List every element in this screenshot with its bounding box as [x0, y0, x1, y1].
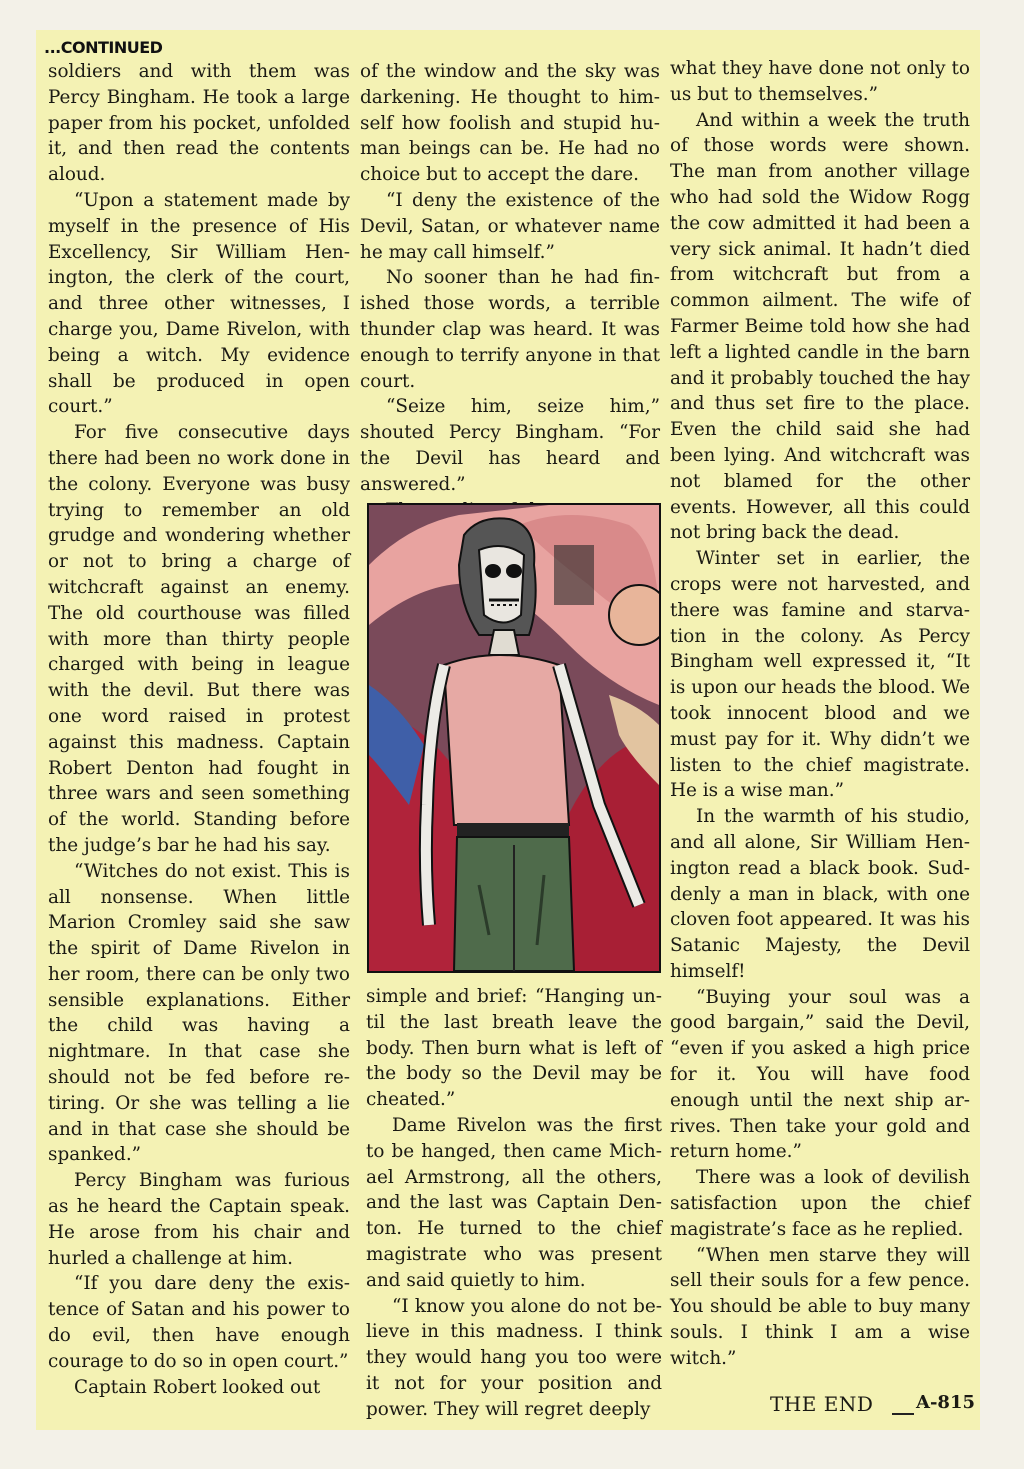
paragraph: And within a week the truth of those words were shown. The man from another village who had sold the Widow Rogg the cow admitted it had been a very sick animal. It hadn’t died from witchcraft but from a common ailment. The wife of Farmer Beime told how she had left a lighted candle in the barn and it probably touched the hay and thus set fire to the place. Even the child said she had been lying. And witchcraft was not blamed for the other events. However, all this could not bring back the dead.: [670, 109, 970, 544]
paragraph: “I know you alone do not believe in this madness. I think they would hang you too were it not for your position and power. They will regret deeply: [366, 1295, 662, 1420]
paragraph: No sooner than he had finished those words, a terrible thunder clap was heard. It was enough to terrify anyone in that court.: [360, 267, 660, 392]
paragraph: Dame Rivelon was the first to be hanged, then came Michael Armstrong, all the others, and the last was Captain Denton. He turned to the chief magistrate who was present and said quietly to him.: [366, 1114, 662, 1291]
paragraph: Captain Robert looked out: [74, 1376, 321, 1398]
paragraph: For five consecutive days there had been no work done in the colony. Everyone was busy trying to remember an old grudge and wondering whether or not to bring a charge of witchcraft against an enemy. The old courthouse was filled with more than thirty people charged with being in league with the devil. But there was one word raised in protest against this madness. Captain Robert Denton had fought in three wars and seen something of the world. Standing before the judge’s bar he had his say.: [48, 422, 350, 856]
paragraph: Percy Bingham was furious as he heard the Captain speak. He arose from his chair and hurled a challenge at him.: [48, 1170, 350, 1269]
zombie-figure-illustration: [369, 505, 659, 971]
paragraph: simple and brief: “Hanging until the last breath leave the body. Then burn what is left of the body so the Devil may be cheated.”: [366, 986, 662, 1111]
continued-label: ...CONTINUED: [44, 38, 163, 57]
paragraph: what they have done not only to us but to themselves.”: [670, 58, 970, 105]
the-end-label: THE END: [770, 1392, 874, 1416]
paragraph: There was a look of devilish satisfaction upon the chief magistrate’s face as he replied.: [670, 1167, 970, 1240]
paragraph: “Upon a statement made by myself in the presence of His Excellency, Sir William Henington, the clerk of the court, and three other witnesses, I charge you, Dame Rivelon, with being a witch. My evidence shall be produced in open court.”: [48, 189, 350, 418]
paragraph: “Witches do not exist. This is all nonsense. When little Marion Cromley said she saw the spirit of Dame Rivelon in her room, there can be only two sensible explanations. Either the child was having a nightmare. In that case she should not be fed before retiring. Or she was telling a lie and in that case she should be spanked.”: [48, 860, 350, 1166]
paragraph: “I deny the existence of the Devil, Satan, or whatever name he may call himself.”: [360, 189, 660, 263]
paragraph: “Seize him, seize him,” shouted Percy Bingham. “For the Devil has heard and answered.”: [360, 396, 660, 495]
paragraph: soldiers and with them was Percy Bingham. He took a large paper from his pocket, unfolded it, and then read the contents aloud.: [48, 61, 350, 186]
text-column-middle-bottom: [366, 984, 662, 1423]
text-column-middle-top: [360, 59, 660, 523]
paragraph: Winter set in earlier, the crops were not harvested, and there was famine and starvation in the colony. As Percy Bingham well expressed it, “It is upon our heads the blood. We took innocent blood and we must pay for it. Why didn’t we listen to the chief magistrate. He is a wise man.”: [670, 548, 970, 802]
story-illustration: [367, 503, 661, 973]
paragraph: In the warmth of his studio, and all alone, Sir William Henington read a black book. Suddenly a man in black, with one cloven foot appeared. It was his Satanic Majesty, the Devil himself!: [670, 806, 970, 982]
paragraph: “If you dare deny the existence of Satan and his power to do evil, then have enough courage to do so in open court.”: [48, 1273, 350, 1372]
text-column-left: [48, 59, 350, 1400]
text-column-right: [670, 56, 970, 1372]
paragraph: “Buying your soul was a good bargain,” said the Devil, “even if you asked a high price for it. You will have food enough until the next ship arrives. Then take your gold and return home.”: [670, 986, 970, 1163]
page-code: A-815: [916, 1392, 976, 1413]
paragraph: of the window and the sky was darkening. He thought to himself how foolish and stupid human beings can be. He had no choice but to accept the dare.: [360, 61, 660, 186]
paragraph: “When men starve they will sell their souls for a few pence. You should be able to buy many souls. I think I am a wise witch.”: [670, 1244, 970, 1369]
end-divider: [892, 1413, 914, 1415]
